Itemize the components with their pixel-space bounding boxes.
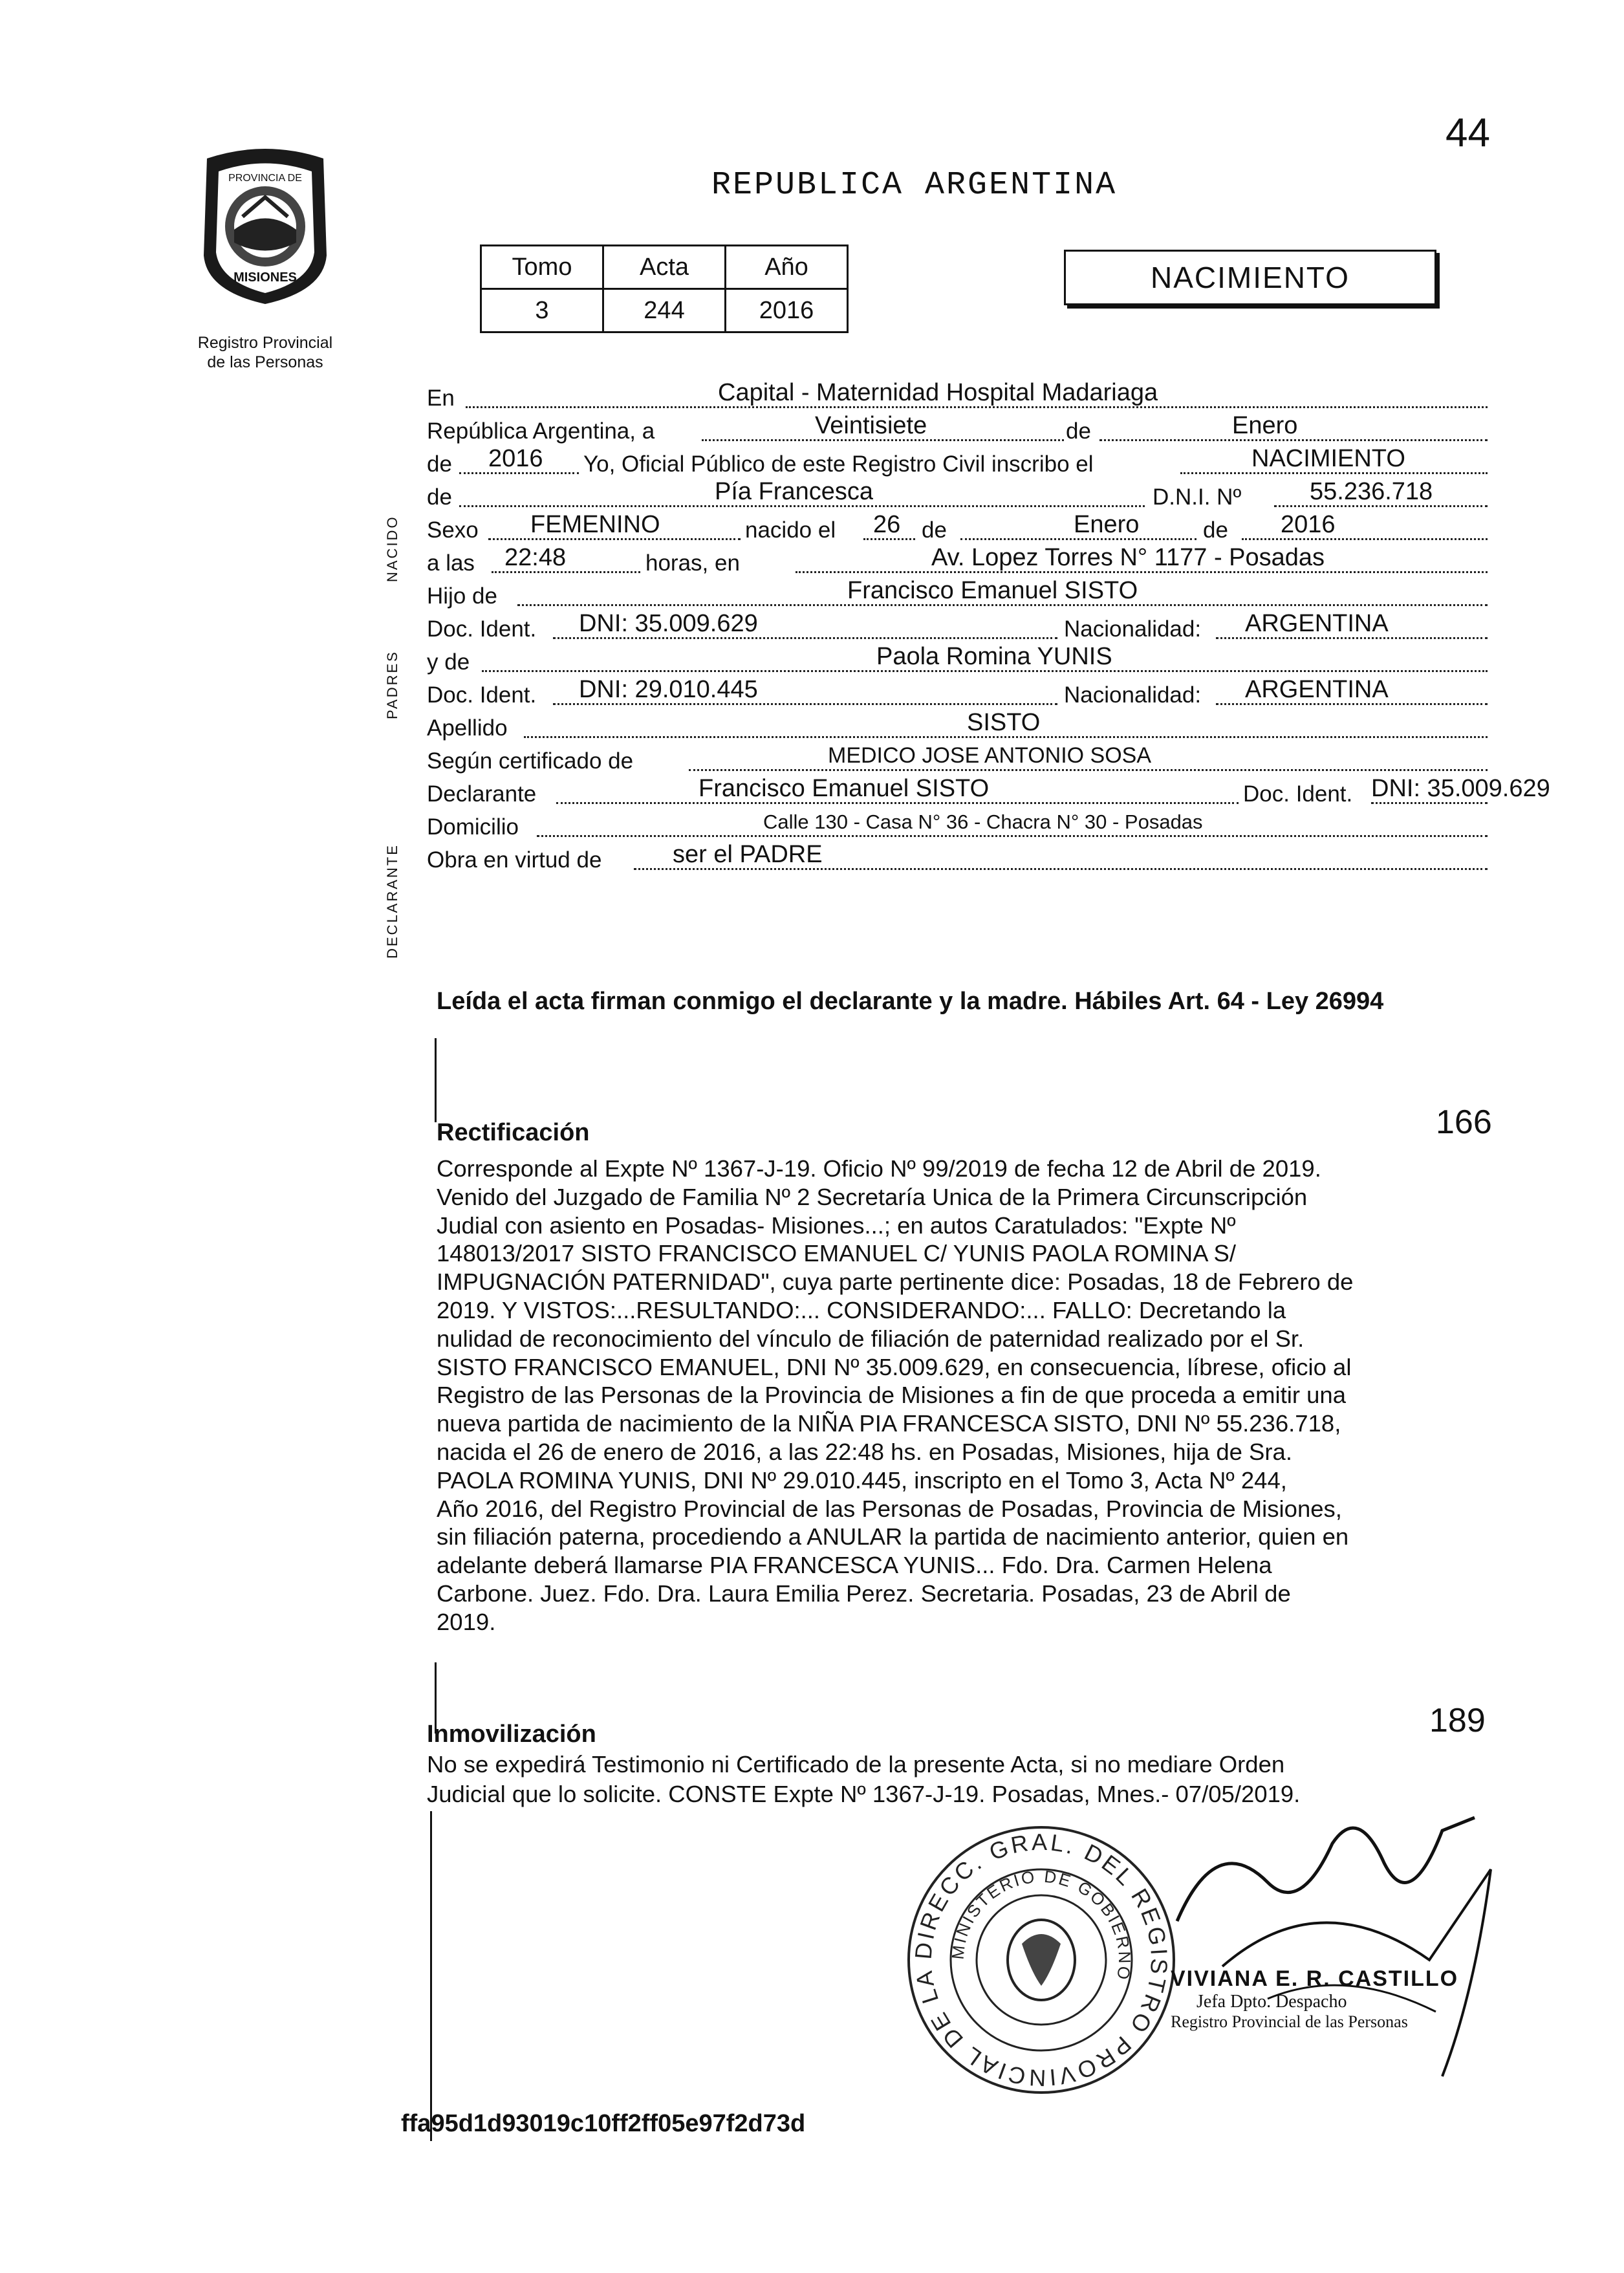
closing-note: Leída el acta firman conmigo el declarante y la madre. Hábiles Art. 64 - Ley 26994 bbox=[437, 988, 1384, 1015]
rect-line: nacida el 26 de enero de 2016, a las 22:48 hs. en Posadas, Misiones, hija de Sra. bbox=[437, 1438, 1293, 1465]
segun-label: Según certificado de bbox=[427, 748, 634, 774]
rect-line: adelante deberá llamarse PIA FRANCESCA YUNIS... Fdo. Dra. Carmen Helena bbox=[437, 1552, 1272, 1579]
apellido-label: Apellido bbox=[427, 715, 508, 741]
dni-label: D.N.I. Nº bbox=[1153, 484, 1242, 510]
anio-label: Año bbox=[726, 246, 848, 289]
alas-label: a las bbox=[427, 550, 475, 576]
registry-line-1: Registro Provincial bbox=[197, 334, 333, 352]
de3-label: de bbox=[427, 484, 452, 510]
provincia-misiones-logo bbox=[194, 146, 336, 307]
tomo-label: Tomo bbox=[481, 246, 603, 289]
svg-text:MISIONES: MISIONES bbox=[233, 270, 297, 285]
inmo-line: Judicial que lo solicite. CONSTE Expte Nº 1367-J-19. Posadas, Mnes.- 07/05/2019. bbox=[427, 1781, 1301, 1807]
svg-text:MINISTERIO DE GOBIERNO: MINISTERIO DE GOBIERNO bbox=[947, 1866, 1135, 1983]
signature bbox=[1138, 1805, 1500, 2102]
inscribe-value: NACIMIENTO bbox=[1251, 445, 1405, 472]
nac-dia-value: 26 bbox=[873, 511, 901, 538]
padre-doc-label: Doc. Ident. bbox=[427, 616, 537, 642]
rect-line: Corresponde al Expte Nº 1367-J-19. Oficio Nº 99/2019 de fecha 12 de Abril de 2019. bbox=[437, 1155, 1321, 1182]
rect-line: Año 2016, del Registro Provincial de las Personas de Posadas, Provincia de Misiones, bbox=[437, 1495, 1342, 1522]
section-label-declarante: DECLARANTE bbox=[384, 843, 400, 959]
section-label-nacido: NACIDO bbox=[384, 515, 400, 582]
yde-label: y de bbox=[427, 649, 470, 675]
inmo-line: No se expedirá Testimonio ni Certificado de la presente Acta, si no mediare Orden bbox=[427, 1751, 1285, 1778]
hora-value: 22:48 bbox=[504, 544, 567, 571]
mes-value: Enero bbox=[1232, 412, 1298, 439]
rect-line: nulidad de reconocimiento del vínculo de filiación de paternidad realizado por el Sr. bbox=[437, 1325, 1305, 1352]
certificado-value: MEDICO JOSE ANTONIO SOSA bbox=[828, 743, 1152, 768]
signer-name: VIVIANA E. R. CASTILLO bbox=[1171, 1966, 1459, 1991]
signature-block bbox=[1171, 1966, 1494, 2032]
rectificacion-body bbox=[437, 1155, 1484, 1637]
declarante-label: Declarante bbox=[427, 781, 537, 807]
sexo-label: Sexo bbox=[427, 517, 479, 543]
inmovilizacion-title: Inmovilización bbox=[427, 1721, 596, 1748]
acta-label: Acta bbox=[603, 246, 726, 289]
nac-anio-value: 2016 bbox=[1281, 511, 1336, 538]
domicilio-value: Calle 130 - Casa N° 36 - Chacra N° 30 - Posadas bbox=[763, 810, 1203, 833]
obra-value: ser el PADRE bbox=[673, 841, 823, 868]
margin-mark bbox=[435, 1038, 437, 1122]
acta-value: 244 bbox=[603, 289, 726, 332]
sexo-value: FEMENINO bbox=[530, 511, 660, 538]
place-value: Capital - Maternidad Hospital Madariaga bbox=[718, 379, 1158, 406]
signer-role-2: Registro Provincial de las Personas bbox=[1171, 2012, 1408, 2031]
tomo-value: 3 bbox=[481, 289, 603, 332]
form-row-en bbox=[427, 379, 1488, 415]
rect-line: IMPUGNACIÓN PATERNIDAD", cuya parte pertinente dice: Posadas, 18 de Febrero de bbox=[437, 1268, 1354, 1296]
registry-line-2: de las Personas bbox=[207, 353, 323, 371]
signer-role-1: Jefa Dpto. Despacho bbox=[1196, 1992, 1347, 2012]
page-number: 44 bbox=[1445, 111, 1490, 155]
rect-line: 148013/2017 SISTO FRANCISCO EMANUEL C/ YUNIS PAOLA ROMINA S/ bbox=[437, 1240, 1237, 1267]
rect-line: 2019. Y VISTOS:...RESULTANDO:... CONSIDERANDO:... FALLO: Decretando la bbox=[437, 1296, 1286, 1323]
form-row-obra bbox=[427, 843, 1488, 876]
rectificacion-number: 166 bbox=[1436, 1104, 1492, 1141]
rectificacion-title: Rectificación bbox=[437, 1119, 590, 1146]
document-hash: ffa95d1d93019c10ff2ff05e97f2d73d bbox=[401, 2110, 806, 2137]
rect-line: SISTO FRANCISCO EMANUEL, DNI Nº 35.009.629, en consecuencia, líbrese, oficio al bbox=[437, 1353, 1352, 1380]
section-label-padres: PADRES bbox=[384, 650, 400, 719]
horas-label: horas, en bbox=[645, 550, 740, 576]
de5-label: de bbox=[1203, 517, 1228, 543]
form-row-domicilio bbox=[427, 810, 1488, 843]
inmovilizacion-number: 189 bbox=[1429, 1702, 1486, 1739]
form-row-madre-doc bbox=[427, 676, 1488, 712]
record-table bbox=[480, 245, 849, 333]
republica-label: República Argentina, a bbox=[427, 419, 655, 444]
hijo-label: Hijo de bbox=[427, 583, 497, 609]
madre-doc-label: Doc. Ident. bbox=[427, 682, 537, 708]
inmovilizacion-body bbox=[427, 1750, 1481, 1809]
anio-value: 2016 bbox=[488, 445, 543, 472]
svg-text:DIRECC. GRAL. DEL REGISTRO PRO: DIRECC. GRAL. DEL REGISTRO PROVINCIAL DE LA bbox=[909, 1828, 1173, 2092]
nac-mes-value: Enero bbox=[1074, 511, 1140, 538]
lugar-value: Av. Lopez Torres N° 1177 - Posadas bbox=[931, 544, 1325, 571]
padre-value: Francisco Emanuel SISTO bbox=[847, 577, 1138, 604]
madre-nac-label: Nacionalidad: bbox=[1064, 682, 1202, 708]
rect-line: PAOLA ROMINA YUNIS, DNI Nº 29.010.445, inscripto en el Tomo 3, Acta Nº 244, bbox=[437, 1466, 1287, 1494]
birth-record-form bbox=[427, 379, 1550, 876]
de-label: de bbox=[1066, 419, 1091, 444]
rect-line: sin filiación paterna, procediendo a ANULAR la partida de nacimiento anterior, quien en bbox=[437, 1523, 1349, 1550]
margin-mark bbox=[430, 1811, 432, 2141]
obra-label: Obra en virtud de bbox=[427, 847, 602, 873]
madre-nac-value: ARGENTINA bbox=[1245, 676, 1389, 703]
dni-value: 55.236.718 bbox=[1310, 478, 1433, 505]
anio-value: 2016 bbox=[726, 289, 848, 332]
padre-nac-label: Nacionalidad: bbox=[1064, 616, 1202, 642]
nacido-label: nacido el bbox=[745, 517, 836, 543]
rect-line: Registro de las Personas de la Provincia de Misiones a fin de que proceda a emitir una bbox=[437, 1382, 1347, 1409]
rect-line: nueva partida de nacimiento de la NIÑA PIA FRANCESCA SISTO, DNI Nº 55.236.718, bbox=[437, 1410, 1341, 1437]
rect-line: Carbone. Juez. Fdo. Dra. Laura Emilia Perez. Secretaria. Posadas, 23 de Abril de bbox=[437, 1580, 1291, 1607]
de4-label: de bbox=[922, 517, 947, 543]
rect-line: 2019. bbox=[437, 1608, 496, 1635]
padre-nac-value: ARGENTINA bbox=[1245, 610, 1389, 637]
nombre-value: Pía Francesca bbox=[715, 478, 873, 505]
declarante-value: Francisco Emanuel SISTO bbox=[698, 775, 990, 802]
domicilio-label: Domicilio bbox=[427, 814, 519, 840]
decl-doc-label: Doc. Ident. bbox=[1243, 781, 1353, 807]
en-label: En bbox=[427, 386, 455, 411]
rect-line: Venido del Juzgado de Familia Nº 2 Secretaría Unica de la Primera Circunscripción bbox=[437, 1183, 1308, 1210]
record-type-box: NACIMIENTO bbox=[1064, 250, 1436, 305]
apellido-value: SISTO bbox=[967, 709, 1041, 736]
de2-label: de bbox=[427, 451, 452, 477]
decl-doc-value: DNI: 35.009.629 bbox=[1371, 775, 1550, 802]
madre-value: Paola Romina YUNIS bbox=[876, 643, 1112, 670]
padre-doc-value: DNI: 35.009.629 bbox=[579, 610, 758, 637]
document-title: REPUBLICA ARGENTINA bbox=[711, 167, 1118, 204]
svg-text:PROVINCIA DE: PROVINCIA DE bbox=[228, 173, 302, 184]
madre-doc-value: DNI: 29.010.445 bbox=[579, 676, 758, 703]
rect-line: Judial con asiento en Posadas- Misiones...; en autos Caratulados: "Expte Nº bbox=[437, 1212, 1236, 1239]
registry-name bbox=[168, 333, 362, 372]
yo-text: Yo, Oficial Público de este Registro Civil inscribo el bbox=[583, 451, 1094, 477]
dia-value: Veintisiete bbox=[815, 412, 927, 439]
